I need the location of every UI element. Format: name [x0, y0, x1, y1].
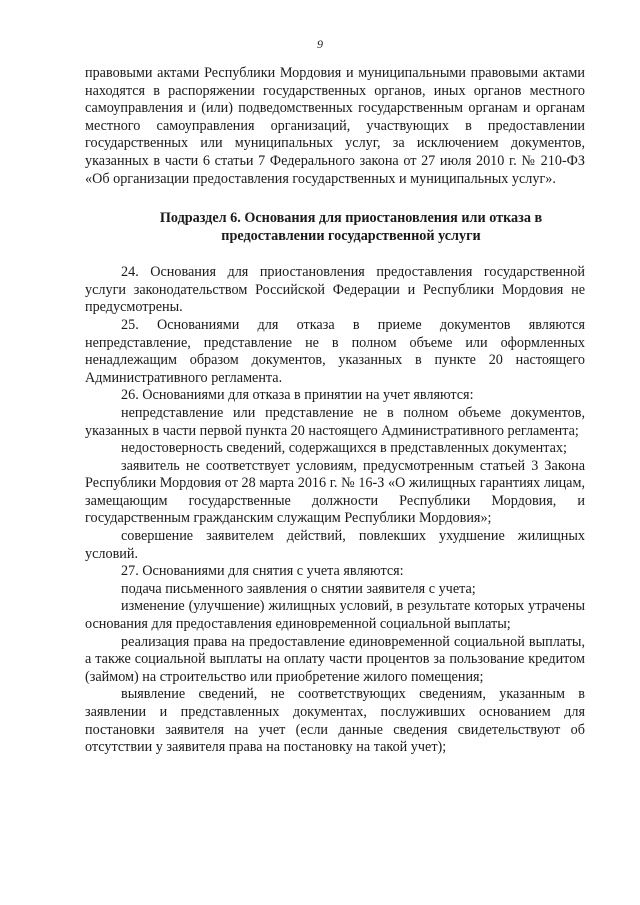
paragraph-24: 24. Основания для приостановления предоставления государственной услуги законодательством Российской Федерации и Республики Мордовия не предусмотрены.: [85, 264, 585, 316]
list-item: заявитель не соответствует условиям, предусмотренным статьей 3 Закона Республики Мордовия от 28 марта 2016 г. № 16-З «О жилищных гарантиях лицам, замещающим государственные должности Республики Мордовия, и государственным гражданским служащим Республики Мордовия»;: [85, 457, 585, 527]
paragraph-25: 25. Основаниями для отказа в приеме документов являются непредставление, представление не в полном объеме или оформленных ненадлежащим образом документов, указанных в пункте 20 настоящего Административного регламента.: [85, 316, 585, 386]
list-item: реализация права на предоставление единовременной социальной выплаты, а также социальной выплаты на оплату части процентов за пользование кредитом (займом) на строительство или приобретение жилого помещения;: [85, 633, 585, 685]
list-item: недостоверность сведений, содержащихся в представленных документах;: [121, 440, 567, 457]
section-heading: Подраздел 6. Основания для приостановления или отказа в предоставлении государственной услуги: [159, 210, 543, 245]
paragraph-continuation: правовыми актами Республики Мордовия и муниципальными правовыми актами находятся в распоряжении государственных органов, иных органов местного самоуправления и (или) подведомственных государственным органам и органам местного самоуправления организаций, участвующих в предоставлении государственных или муниципальных услуг, за исключением документов, указанных в части 6 статьи 7 Федерального закона от 27 июля 2010 г. № 210-ФЗ «Об организации предоставления государственных и муниципальных услуг».: [85, 65, 585, 187]
list-item: выявление сведений, не соответствующих сведениям, указанным в заявлении и представленных документах, послуживших основанием для постановки заявителя на учет (если данные сведения свидетельствуют об отсутствии у заявителя права на постановку на такой учет);: [85, 686, 585, 756]
page-number: 9: [317, 37, 323, 51]
paragraph-26: 26. Основаниями для отказа в принятии на учет являются:: [121, 387, 474, 404]
list-item: изменение (улучшение) жилищных условий, в результате которых утрачены основания для предоставления единовременной социальной выплаты;: [85, 598, 585, 633]
list-item: совершение заявителем действий, повлекших ухудшение жилищных условий.: [85, 528, 585, 562]
paragraph-27: 27. Основаниями для снятия с учета являются:: [121, 563, 404, 580]
list-item: подача письменного заявления о снятии заявителя с учета;: [121, 580, 476, 597]
document-body: [85, 65, 585, 757]
list-item: непредставление или представление не в полном объеме документов, указанных в части первой пункта 20 настоящего Административного регламента;: [85, 404, 585, 439]
